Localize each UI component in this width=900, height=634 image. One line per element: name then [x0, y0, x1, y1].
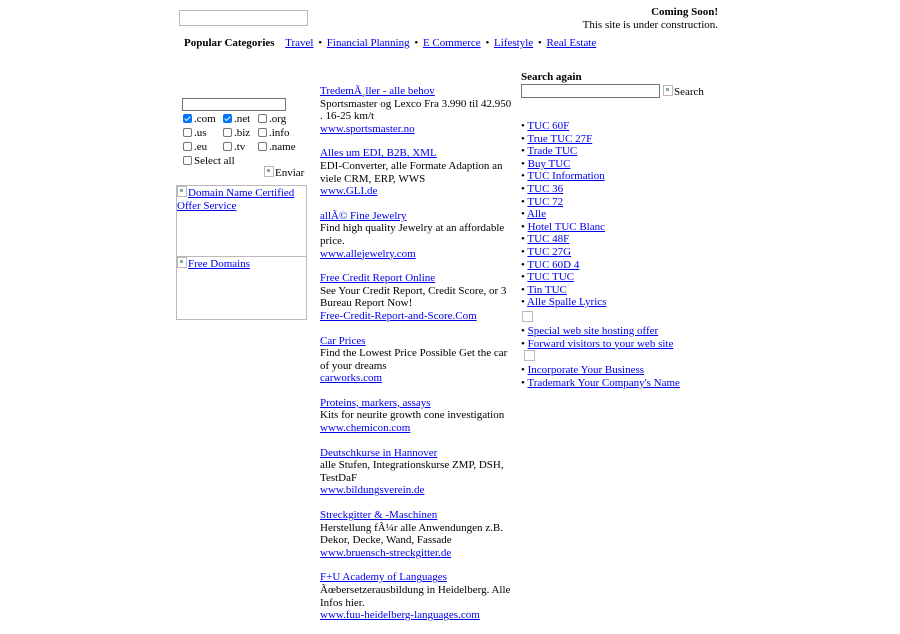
broken-image-icon [177, 186, 187, 197]
ad-description: See Your Credit Report, Credit Score, or 3 Bureau Report Now! [320, 284, 507, 310]
banner-free-domains-alt[interactable]: Free Domains [188, 258, 251, 270]
tld-name[interactable]: .name [258, 140, 296, 154]
ad-title[interactable]: TredemÃ¸ller - alle behov [320, 85, 435, 97]
broken-image-icon [177, 257, 187, 268]
select-all-checkbox[interactable] [183, 156, 192, 165]
category-real-estate[interactable]: Real Estate [546, 37, 597, 49]
list-item: • Forward visitors to your web site [521, 337, 674, 350]
domain-search-input[interactable] [182, 98, 286, 111]
select-all[interactable]: Select all [183, 154, 235, 168]
ad-description: Sportsmaster og Lexco Fra 3.990 til 42.950 . 16-25 km/t [320, 97, 512, 123]
tld-net-checkbox[interactable] [223, 114, 232, 123]
tld-com[interactable]: .com [183, 112, 216, 126]
coming-soon-notice [583, 6, 718, 32]
tld-info[interactable]: .info [258, 126, 289, 140]
related-links [521, 120, 680, 389]
related-link[interactable]: Hotel TUC Blanc [527, 220, 606, 233]
ad-url[interactable]: www.bildungsverein.de [320, 484, 425, 497]
ad-title[interactable]: allÃ© Fine Jewelry [320, 209, 407, 222]
related-link[interactable]: TUC 60F [527, 120, 570, 132]
tld-tv-checkbox[interactable] [223, 142, 232, 151]
tld-net[interactable]: .net [223, 112, 250, 126]
tld-biz-checkbox[interactable] [223, 128, 232, 137]
category-e-commerce[interactable]: E Commerce [422, 37, 481, 49]
list-item: • TUC 60F [521, 120, 570, 132]
ad-description: Herstellung fÃ¼r alle Anwendungen z.B. Dekor, Decke, Wand, Fassade [320, 521, 503, 547]
ad-title[interactable]: Proteins, markers, assays [320, 396, 431, 409]
ad-item [320, 335, 512, 385]
ad-title[interactable]: Alles um EDI, B2B, XML [320, 147, 437, 160]
list-item: • Special web site hosting offer [521, 324, 659, 337]
search-again-label: Search again [521, 71, 582, 83]
list-item: • True TUC 27F [521, 132, 593, 145]
ad-item [320, 85, 512, 135]
ad-title[interactable]: Free Credit Report Online [320, 272, 436, 285]
related-link[interactable]: TUC TUC [527, 271, 574, 284]
ad-url[interactable]: www.bruensch-streckgitter.de [320, 546, 452, 559]
enviar-button[interactable]: Enviar [264, 166, 304, 179]
list-item: • TUC TUC [521, 271, 574, 284]
tld-eu-checkbox[interactable] [183, 142, 192, 151]
ad-item [320, 571, 512, 621]
popular-categories: Popular Categories Travel • Financial Planning • E Commerce • Lifestyle • Real Estate [184, 37, 597, 49]
category-travel[interactable]: Travel [285, 37, 314, 49]
related-link[interactable]: TUC 48F [527, 233, 570, 246]
construction-text: This site is under construction. [582, 19, 718, 31]
ad-item [320, 272, 512, 322]
ad-description: Find high quality Jewelry at an affordable price. [320, 222, 505, 247]
tld-org-checkbox[interactable] [258, 114, 267, 123]
list-item: • Alle Spalle Lyrics [521, 296, 607, 309]
related-link[interactable]: Buy TUC [527, 157, 571, 170]
tld-info-checkbox[interactable] [258, 128, 267, 137]
list-item: • TUC 60D 4 [521, 258, 580, 271]
ad-item [320, 447, 512, 497]
ad-description: alle Stufen, Integrationskurse ZMP, DSH, TestDaF [320, 459, 504, 484]
sponsored-ads [320, 85, 512, 634]
related-link[interactable]: TUC 36 [527, 182, 564, 195]
related-link[interactable]: Tin TUC [527, 283, 567, 296]
ad-item [320, 397, 512, 435]
list-item: • TUC 36 [521, 182, 564, 195]
banner-domain-certified-alt[interactable]: Domain Name Certified Offer Service [177, 187, 295, 212]
tld-us[interactable]: .us [183, 126, 207, 140]
list-item: • Hotel TUC Blanc [521, 220, 606, 233]
business-image-row [521, 350, 680, 364]
category-financial-planning[interactable]: Financial Planning [326, 37, 410, 49]
business-link[interactable]: Trademark Your Company's Name [527, 376, 680, 389]
ad-item [320, 147, 512, 197]
related-link[interactable]: TUC Information [527, 170, 605, 183]
broken-image-icon [522, 311, 533, 322]
list-item: • TUC Information [521, 170, 605, 183]
related-link[interactable]: TUC 72 [527, 195, 564, 208]
list-item: • Trademark Your Company's Name [521, 376, 680, 389]
tld-org[interactable]: .org [258, 112, 286, 126]
ad-description: Kits for neurite growth cone investigation [320, 409, 505, 422]
broken-image-icon [524, 350, 535, 361]
ad-description: EDI-Converter, alle Formate Adaption an viele CRM, ERP, WWS [320, 159, 503, 185]
ad-url[interactable]: www.fuu-heidelberg-languages.com [320, 609, 480, 622]
hosting-link[interactable]: Special web site hosting offer [527, 324, 659, 337]
broken-image-icon [663, 85, 673, 96]
ad-title[interactable]: Streckgitter & -Maschinen [320, 509, 438, 522]
list-item: • Trade TUC [521, 145, 578, 158]
search-input[interactable] [521, 84, 660, 98]
related-link[interactable]: TUC 27G [527, 245, 572, 258]
ad-url[interactable]: www.chemicon.com [320, 422, 411, 435]
ad-item [320, 509, 512, 559]
tld-tv[interactable]: .tv [223, 140, 245, 154]
ad-item [320, 210, 512, 260]
list-item: • Tin TUC [521, 283, 567, 296]
tld-com-checkbox[interactable] [183, 114, 192, 123]
search-button[interactable]: Search [663, 85, 704, 98]
tld-biz[interactable]: .biz [223, 126, 250, 140]
list-item: • TUC 48F [521, 233, 570, 246]
related-link[interactable]: TUC 60D 4 [527, 258, 580, 271]
ad-url[interactable]: www.allejewelry.com [320, 247, 416, 260]
list-item: • Alle [521, 208, 546, 221]
ad-title[interactable]: F+U Academy of Languages [320, 571, 447, 584]
hosting-link[interactable]: Forward visitors to your web site [527, 337, 674, 350]
site-logo-image [179, 10, 308, 26]
business-link[interactable]: Incorporate Your Business [527, 364, 645, 377]
ad-description: Ãœbersetzerausbildung in Heidelberg. Alle Infos hier. [320, 584, 511, 609]
list-item: • Buy TUC [521, 157, 571, 170]
category-lifestyle[interactable]: Lifestyle [494, 37, 534, 49]
tld-eu[interactable]: .eu [183, 140, 207, 154]
related-link[interactable]: Trade TUC [527, 145, 578, 158]
ad-title[interactable]: Car Prices [320, 334, 366, 347]
ad-url[interactable]: carworks.com [320, 372, 383, 385]
broken-image-icon [264, 166, 274, 177]
ad-title[interactable]: Deutschkurse in Hannover [320, 446, 438, 459]
categories-label: Popular Categories [184, 37, 275, 49]
hosting-image-row [521, 309, 680, 325]
ad-url[interactable]: Free-Credit-Report-and-Score.Com [320, 309, 477, 322]
tld-us-checkbox[interactable] [183, 128, 192, 137]
list-item: • Incorporate Your Business [521, 364, 645, 377]
banner-free-domains[interactable] [176, 256, 307, 320]
list-item: • TUC 72 [521, 195, 564, 208]
ad-url[interactable]: www.sportsmaster.no [320, 122, 415, 135]
ad-url[interactable]: www.GLI.de [320, 185, 378, 198]
related-link[interactable]: Alle [527, 208, 546, 221]
related-link[interactable]: True TUC 27F [527, 132, 593, 145]
related-link[interactable]: Alle Spalle Lyrics [527, 296, 607, 309]
list-item: • TUC 27G [521, 245, 572, 258]
banner-domain-certified[interactable] [176, 185, 307, 257]
coming-soon-title: Coming Soon! [651, 6, 718, 18]
tld-name-checkbox[interactable] [258, 142, 267, 151]
ad-description: Find the Lowest Price Possible Get the car of your dreams [320, 347, 508, 372]
